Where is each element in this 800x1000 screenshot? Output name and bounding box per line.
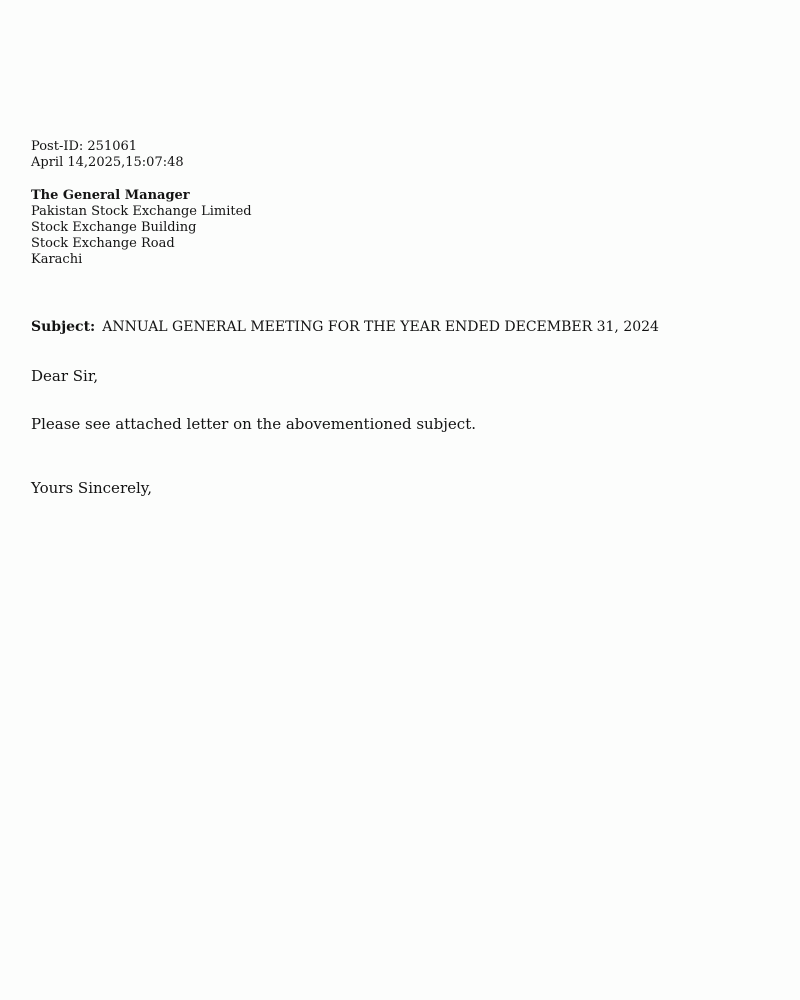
post-id: Post-ID: 251061	[31, 139, 138, 154]
salutation: Dear Sir,	[31, 367, 99, 385]
recipient-block	[31, 188, 252, 268]
letter-meta	[31, 139, 184, 171]
recipient-address-line-2: Stock Exchange Road	[31, 236, 175, 251]
recipient-title: The General Manager	[31, 188, 190, 203]
recipient-city: Karachi	[31, 252, 83, 267]
recipient-organization: Pakistan Stock Exchange Limited	[31, 204, 252, 219]
date-time: April 14,2025,15:07:48	[31, 155, 184, 170]
closing: Yours Sincerely,	[31, 479, 153, 497]
subject-label: Subject:	[31, 319, 96, 335]
subject-line	[31, 318, 659, 336]
subject-text: ANNUAL GENERAL MEETING FOR THE YEAR ENDED DECEMBER 31, 2024	[102, 319, 659, 335]
recipient-address-line-1: Stock Exchange Building	[31, 220, 197, 235]
body-text: Please see attached letter on the abovementioned subject.	[31, 415, 476, 433]
